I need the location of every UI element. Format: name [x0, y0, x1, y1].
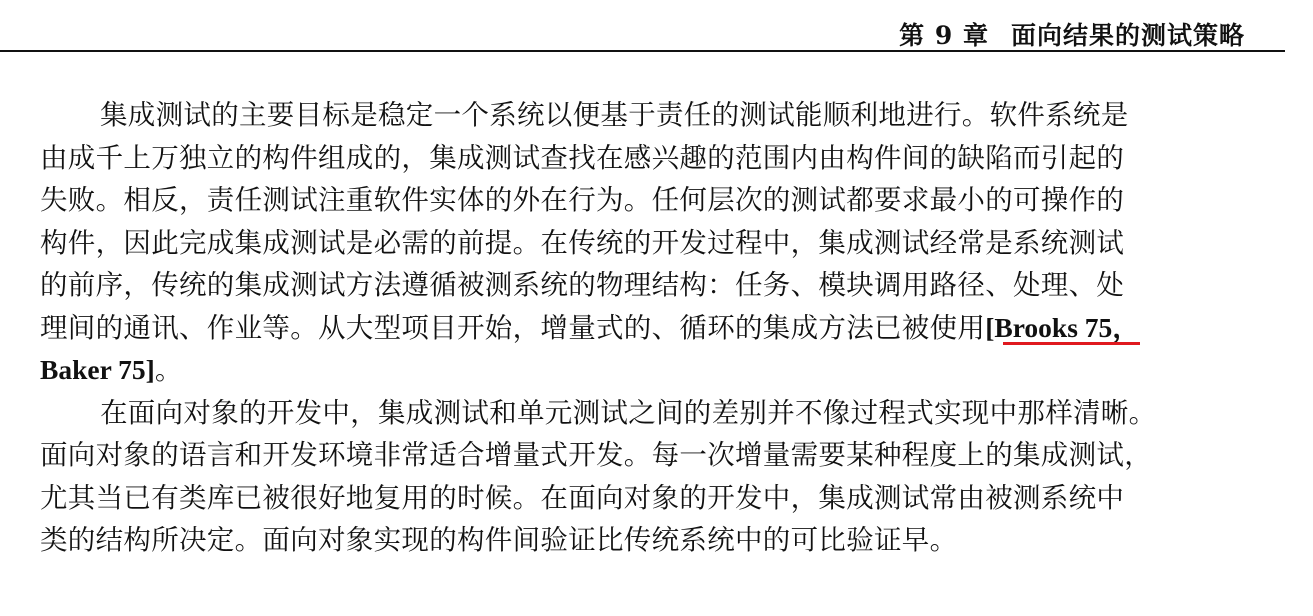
text-line: 集成测试的主要目标是稳定一个系统以便基于责任的测试能顺利地进行。软件系统是	[100, 99, 1129, 131]
text-line: 类的结构所决定。面向对象实现的构件间验证比传统系统中的可比验证早。	[40, 524, 958, 556]
end-punctuation: 。	[154, 354, 183, 386]
chapter-title: 面向结果的测试策略	[1010, 21, 1245, 50]
text-line: 失败。相反，责任测试注重软件实体的外在行为。任何层次的测试都要求最小的可操作的	[40, 184, 1125, 216]
text-line: 构件，因此完成集成测试是必需的前提。在传统的开发过程中，集成测试经常是系统测试	[40, 226, 1125, 259]
red-underline-annotation	[1003, 342, 1140, 345]
text-line	[40, 349, 1274, 392]
citation-brooks	[985, 312, 1140, 343]
header-title	[899, 16, 1245, 52]
citation-text: [Brooks 75，	[985, 311, 1140, 343]
citation-baker: Baker 75]	[40, 354, 155, 385]
text-line-part: 理间的通讯、作业等。从大型项目开始，增量式的、循环的集成方法已被使用	[40, 311, 986, 344]
page-body	[40, 94, 1274, 562]
text-line: 面向对象的语言和开发环境非常适合增量式开发。每一次增量需要某种程度上的集成测试，	[40, 439, 1152, 471]
header-rule	[0, 50, 1285, 52]
text-line: 尤其当已有类库已被很好地复用的时候。在面向对象的开发中，集成测试常由被测系统中	[40, 481, 1125, 514]
text-line	[40, 307, 1274, 350]
text-line: 在面向对象的开发中，集成测试和单元测试之间的差别并不像过程式实现中那样清晰。	[100, 396, 1157, 429]
text-line: 的前序，传统的集成测试方法遵循被测系统的物理结构：任务、模块调用路径、处理、处	[40, 269, 1125, 301]
running-header	[0, 0, 1285, 52]
chapter-number: 第 9 章	[899, 21, 989, 50]
text-line: 由成千上万独立的构件组成的，集成测试查找在感兴趣的范围内由构件间的缺陷而引起的	[40, 141, 1125, 174]
